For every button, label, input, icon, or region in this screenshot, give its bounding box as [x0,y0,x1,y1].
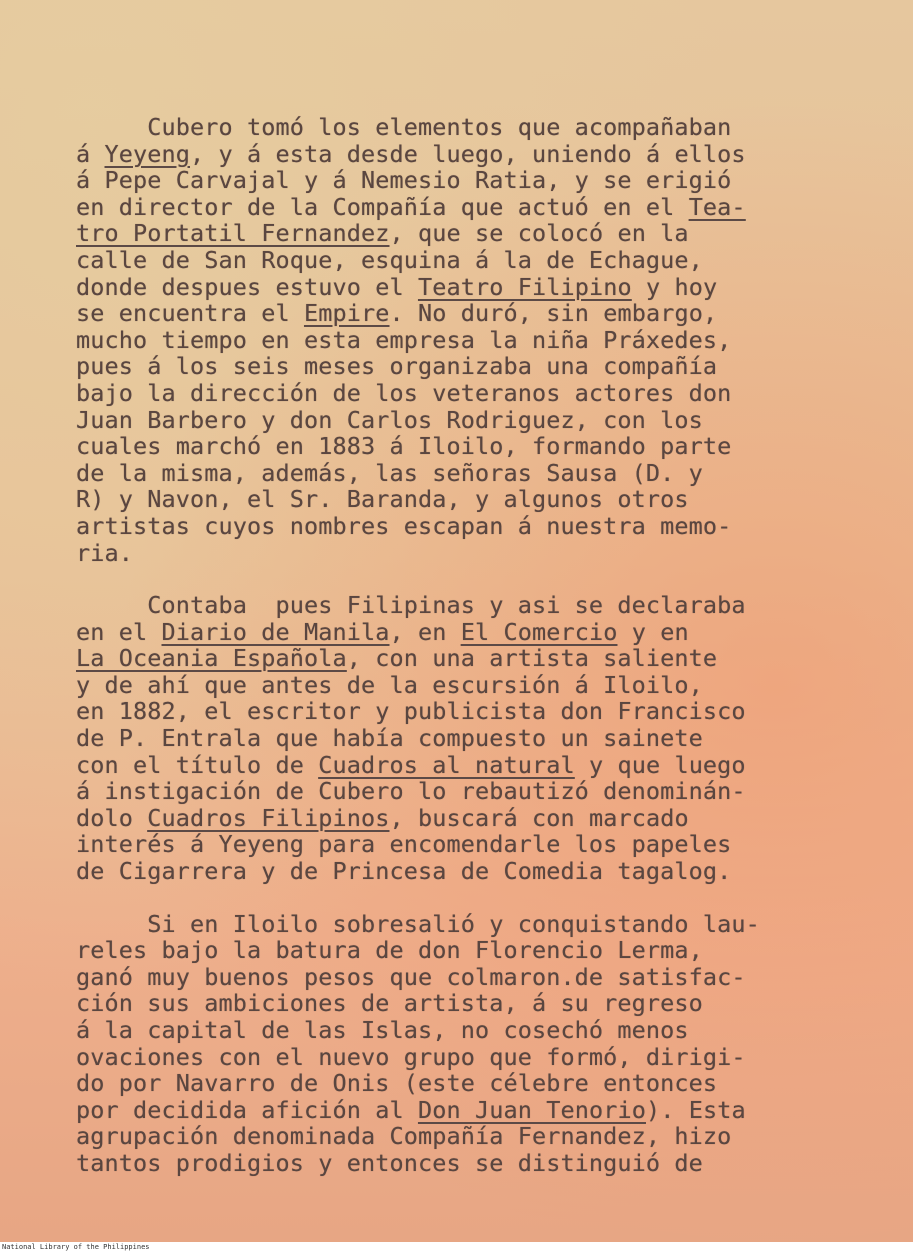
text-line [76,300,821,327]
text-segment: interés á Yeyeng para encomendarle los papeles [76,830,732,859]
text-segment: á Pepe Carvajal y á Nemesio Ratia, y se erigió [76,166,732,195]
text-line [76,274,821,301]
text-segment: , y á esta desde luego, uniendo á ellos [190,139,746,168]
text-line [76,858,821,885]
text-line [76,672,821,699]
text-segment: cuales marchó en 1883 á Iloilo, formando parte [76,432,732,461]
text-segment: y de ahí que antes de la escursión á Iloilo, [76,670,703,699]
text-line [76,380,821,407]
text-segment: calle de San Roque, esquina á la de Echague, [76,245,703,274]
text-segment: con el título de [76,750,319,779]
text-segment: á la capital de las Islas, no cosechó menos [76,1016,689,1044]
typed-text-body [76,114,821,1177]
text-segment: de la misma, además, las señoras Sausa (D. y [76,458,703,487]
text-segment: se encuentra el [76,299,304,328]
underlined-title: Cuadros al natural [318,750,575,779]
underlined-title: La Oceania Española [76,644,347,673]
text-segment: agrupación denominada Compañía Fernandez, hizo [76,1122,732,1151]
text-segment: ). Esta [645,1095,746,1124]
text-segment: , buscará con marcado [389,803,689,832]
text-line [76,1070,821,1097]
text-segment: reles bajo la batura de don Florencio Lerma, [76,936,703,965]
text-line [76,433,821,460]
text-segment: mucho tiempo en esta empresa la niña Práxedes, [76,325,732,354]
text-segment: de P. Entrala que había compuesto un sainete [76,724,703,753]
text-segment: pues á los seis meses organizaba una compañía [76,352,718,381]
text-segment: donde despues estuvo el [76,272,418,301]
text-segment: bajo la dirección de los veteranos actores don [76,378,732,407]
text-line [76,911,821,938]
underlined-title: Empire [303,299,390,328]
text-line [76,1044,821,1071]
text-segment: ovaciones con el nuevo grupo que formó, dirigi- [76,1042,746,1071]
text-segment: , con una artista saliente [346,644,718,673]
text-segment: Contaba pues Filipinas y asi se declaraba [76,591,746,620]
text-segment: de Cigarrera y de Princesa de Comedia tagalog. [76,857,732,886]
underlined-title: Don Juan Tenorio [417,1095,646,1124]
text-line [76,247,821,274]
text-line [76,540,821,567]
text-segment: Cubero tomó los elementos que acompañaban [76,113,732,141]
text-segment: á [76,139,105,168]
text-segment: dolo [76,803,148,832]
text-line [76,778,821,805]
text-segment: en director de la Compañía que actuó en el [76,192,689,221]
text-line [76,327,821,354]
paragraph-2 [76,592,821,885]
text-line [76,1123,821,1150]
text-line [76,698,821,725]
paragraph-1 [76,114,821,566]
text-line [76,831,821,858]
text-line [76,990,821,1017]
text-segment: ganó muy buenos pesos que colmaron.de satisfac- [76,962,746,991]
text-line [76,805,821,832]
text-segment: y hoy [631,272,718,301]
text-segment: , en [389,617,461,646]
text-segment: Si en Iloilo sobresalió y conquistando lau- [76,909,760,938]
paragraph-gap [76,885,821,911]
text-segment: . No duró, sin embargo, [389,299,718,328]
text-line [76,964,821,991]
text-line [76,1097,821,1124]
text-line [76,460,821,487]
text-segment: ria. [76,538,133,567]
underlined-title: Teatro Filipino [417,272,632,301]
paragraph-3 [76,911,821,1177]
text-segment: y que luego [574,750,746,779]
underlined-title: Yeyeng [104,139,190,168]
text-segment: en el [76,617,162,646]
text-line [76,937,821,964]
paragraph-gap [76,566,821,592]
text-segment: á instigación de Cubero lo rebautizó denominán- [76,777,746,806]
underlined-title: Cuadros Filipinos [147,803,390,832]
text-segment: tantos prodigios y entonces se distinguió de [76,1148,703,1177]
text-line [76,220,821,247]
text-line [76,486,821,513]
text-line [76,619,821,646]
text-segment: y en [617,617,689,646]
text-segment: en 1882, el escritor y publicista don Francisco [76,697,746,726]
underlined-title: Tea- [688,192,746,221]
text-line [76,752,821,779]
text-line [76,513,821,540]
library-footer: National Library of the Philippines [0,1242,913,1253]
text-line [76,1150,821,1177]
text-segment: do por Navarro de Onis (este célebre entonces [76,1069,718,1098]
text-line [76,645,821,672]
text-line [76,114,821,141]
text-segment: por decidida afición al [76,1095,418,1124]
text-line [76,407,821,434]
text-line [76,725,821,752]
underlined-title: Diario de Manila [161,617,390,646]
underlined-title: tro Portatil Fernandez [76,219,390,248]
text-segment: ción sus ambiciones de artista, á su regreso [76,989,703,1018]
text-segment: R) y Navon, el Sr. Baranda, y algunos otros [76,485,689,514]
text-line [76,141,821,168]
text-line [76,1017,821,1044]
text-line [76,353,821,380]
text-segment: , que se colocó en la [389,219,689,248]
text-line [76,194,821,221]
text-segment: artistas cuyos nombres escapan á nuestra memo- [76,511,732,540]
text-line [76,592,821,619]
text-line [76,167,821,194]
underlined-title: El Comercio [460,617,618,646]
text-segment: Juan Barbero y don Carlos Rodriguez, con los [76,405,703,434]
